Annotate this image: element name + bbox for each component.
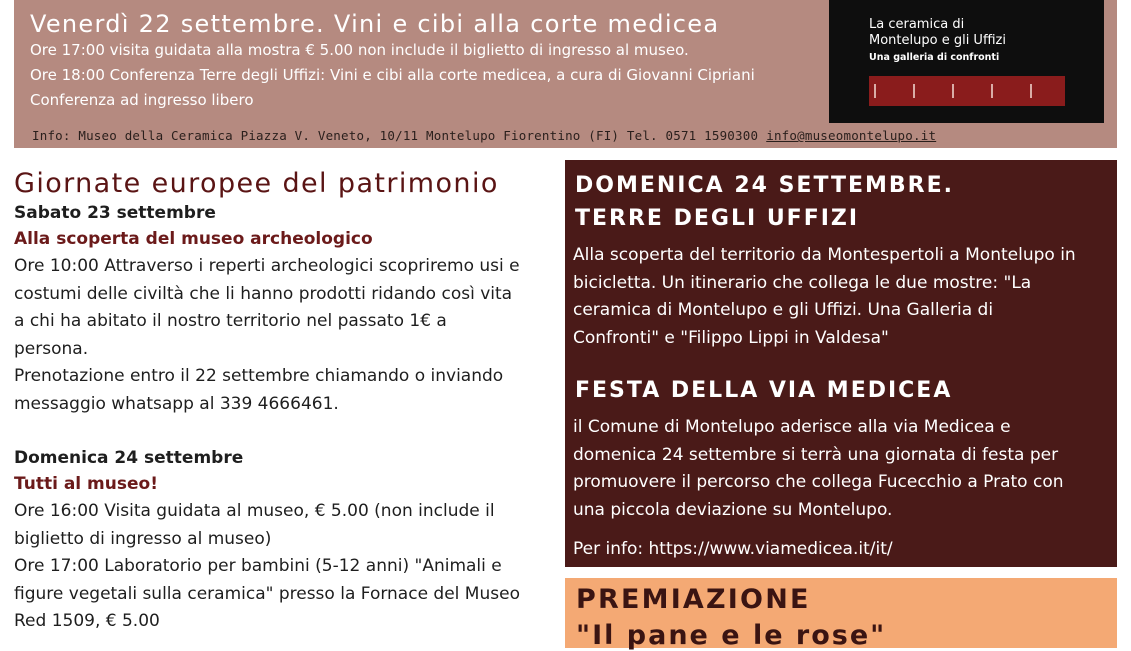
sunday-event-title: Tutti al museo!	[14, 474, 158, 494]
friday-line-1: Ore 17:00 visita guidata alla mostra € 5.00 non include il biglietto di ingresso al museo.	[30, 41, 689, 59]
text-line: Prenotazione entro il 22 settembre chiamando o inviando	[14, 366, 504, 386]
via-medicea-description	[573, 414, 1113, 524]
saturday-label: Sabato 23 settembre	[14, 203, 216, 223]
exhibition-logo-subtitle: Una galleria di confronti	[869, 52, 1000, 63]
text-line: una piccola deviazione su Montelupo.	[573, 499, 893, 520]
exhibition-logo-title-2: Montelupo e gli Uffizi	[869, 33, 1006, 48]
text-line: Ore 16:00 Visita guidata al museo, € 5.00 (non include il	[14, 501, 495, 521]
uffizi-lands-box	[565, 160, 1117, 567]
friday-line-3: Conferenza ad ingresso libero	[30, 91, 254, 109]
sponsor-logos-strip	[869, 76, 1065, 106]
text-line: Ore 17:00 Laboratorio per bambini (5-12 anni) "Animali e	[14, 556, 502, 576]
museum-info	[32, 128, 936, 143]
friday-line-2: Ore 18:00 Conferenza Terre degli Uffizi: Vini e cibi alla corte medicea, a cura di Giovanni Cipriani	[30, 66, 755, 84]
text-line: domenica 24 settembre si terrà una giornata di festa per	[573, 444, 1059, 465]
heritage-days-heading: Giornate europee del patrimonio	[14, 168, 499, 199]
sponsor-logo-icon	[1030, 84, 1060, 98]
sunday-label: Domenica 24 settembre	[14, 448, 244, 468]
sunday-description	[14, 498, 559, 636]
uffizi-description	[573, 242, 1113, 352]
sponsor-logo-icon	[991, 84, 1021, 98]
text-line: Confronti" e "Filippo Lippi in Valdesa"	[573, 327, 889, 348]
text-line: figure vegetali sulla ceramica" presso la Fornace del Museo	[14, 583, 520, 604]
email-link[interactable]: info@museomontelupo.it	[766, 128, 937, 143]
sponsor-logo-icon	[874, 84, 904, 98]
award-subtitle: "Il pane e le rose"	[576, 620, 887, 651]
exhibition-logo-title	[869, 17, 1006, 49]
award-box	[565, 578, 1117, 651]
text-line: Red 1509, € 5.00	[14, 611, 160, 631]
text-line: il Comune di Montelupo aderisce alla via Medicea e	[573, 417, 1011, 437]
exhibition-logo-title-1: La ceramica di	[869, 17, 965, 32]
friday-event-title: Venerdì 22 settembre. Vini e cibi alla corte medicea	[30, 10, 720, 38]
uffizi-heading-line-1: DOMENICA 24 SETTEMBRE.	[575, 173, 954, 198]
text-line: bicicletta. Un itinerario che collega le due mostre: "La	[573, 272, 1032, 293]
text-line: a chi ha abitato il nostro territorio nel passato 1€ a	[14, 311, 447, 331]
text-line: promuovere il percorso che collega Fucecchio a Prato con	[573, 472, 1064, 492]
sponsor-logo-icon	[952, 84, 982, 98]
award-heading: PREMIAZIONE	[576, 584, 811, 615]
text-line: costumi delle civiltà che li hanno prodotti ridando così vita	[14, 283, 513, 304]
sponsor-logo-icon	[913, 84, 943, 98]
via-medicea-heading: FESTA DELLA VIA MEDICEA	[575, 378, 953, 403]
text-line: Ore 10:00 Attraverso i reperti archeologici scopriremo usi e	[14, 256, 520, 276]
text-line: Alla scoperta del territorio da Montespertoli a Montelupo in	[573, 245, 1076, 265]
heritage-days-column	[14, 168, 559, 636]
exhibition-logo	[829, 0, 1104, 123]
saturday-event-title: Alla scoperta del museo archeologico	[14, 229, 373, 249]
text-line: ceramica di Montelupo e gli Uffizi. Una Galleria di	[573, 300, 994, 320]
text-line: persona.	[14, 338, 89, 359]
text-line: biglietto di ingresso al museo)	[14, 528, 272, 549]
text-line: messaggio whatsapp al 339 4666461.	[14, 393, 339, 414]
museum-info-text: Info: Museo della Ceramica Piazza V. Veneto, 10/11 Montelupo Fiorentino (FI) Tel. 0571 1590300	[32, 128, 759, 143]
via-medicea-info-link[interactable]: Per info: https://www.viamedicea.it/it/	[573, 539, 893, 559]
saturday-description	[14, 253, 559, 418]
uffizi-heading-line-2: TERRE DEGLI UFFIZI	[575, 206, 860, 231]
